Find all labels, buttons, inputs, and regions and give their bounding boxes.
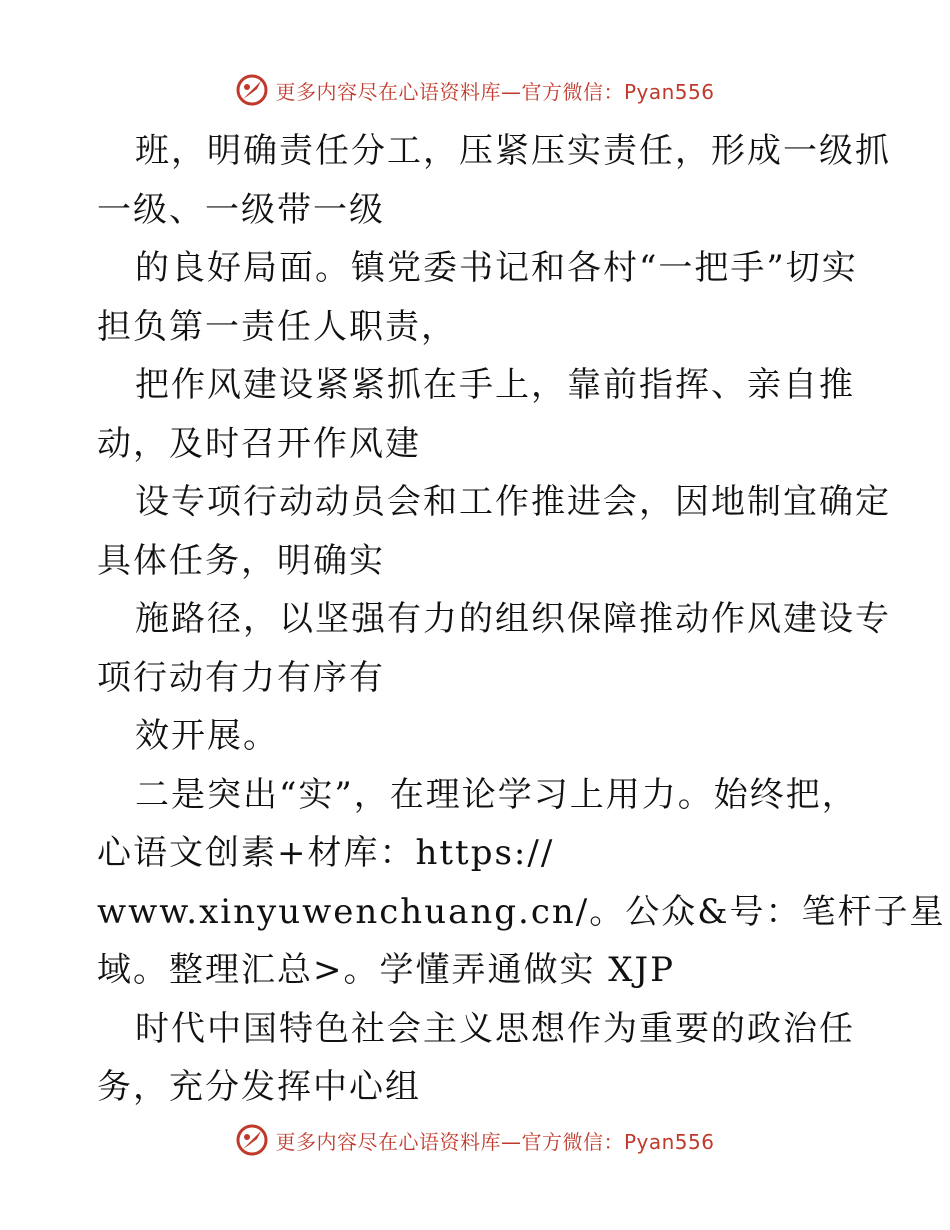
footer-banner-text: 更多内容尽在心语资料库—官方微信：Pyan556 — [275, 1129, 715, 1154]
text-line: 班，明确责任分工，压紧压实责任，形成一级抓 — [135, 131, 891, 171]
text-line: 域。整理汇总>。学懂弄通做实 XJP — [97, 950, 676, 990]
header-banner-text: 更多内容尽在心语资料库—官方微信：Pyan556 — [275, 79, 715, 104]
text-line: www.xinyuwenchuang.cn/。公众&号：笔杆子星 — [97, 891, 946, 932]
text-line: 效开展。 — [135, 716, 279, 756]
document-body — [97, 122, 946, 1117]
text-line: 动，及时召开作风建 — [97, 423, 421, 464]
header-banner — [0, 70, 950, 110]
quill-seal-icon — [235, 1123, 269, 1157]
text-line: 时代中国特色社会主义思想作为重要的政治任 — [135, 1008, 855, 1049]
text-line: 担负第一责任人职责， — [97, 306, 457, 347]
text-line: 二是突出“实”，在理论学习上用力。始终把， — [135, 774, 858, 815]
text-line: 务，充分发挥中心组 — [97, 1067, 421, 1107]
text-line: 施路径，以坚强有力的组织保障推动作风建设专 — [135, 599, 891, 639]
quill-seal-icon — [235, 73, 269, 107]
text-line: 的良好局面。镇党委书记和各村“一把手”切实 — [135, 248, 858, 288]
text-line: 一级、一级带一级 — [97, 189, 385, 230]
text-line: 把作风建设紧紧抓在手上，靠前指挥、亲自推 — [135, 365, 855, 405]
footer-banner — [0, 1120, 950, 1160]
text-line: 设专项行动动员会和工作推进会，因地制宜确定 — [135, 482, 891, 522]
text-line: 具体任务，明确实 — [97, 540, 385, 581]
text-line: 心语文创素+材库：https:// — [97, 833, 555, 873]
text-line: 项行动有力有序有 — [97, 657, 385, 698]
